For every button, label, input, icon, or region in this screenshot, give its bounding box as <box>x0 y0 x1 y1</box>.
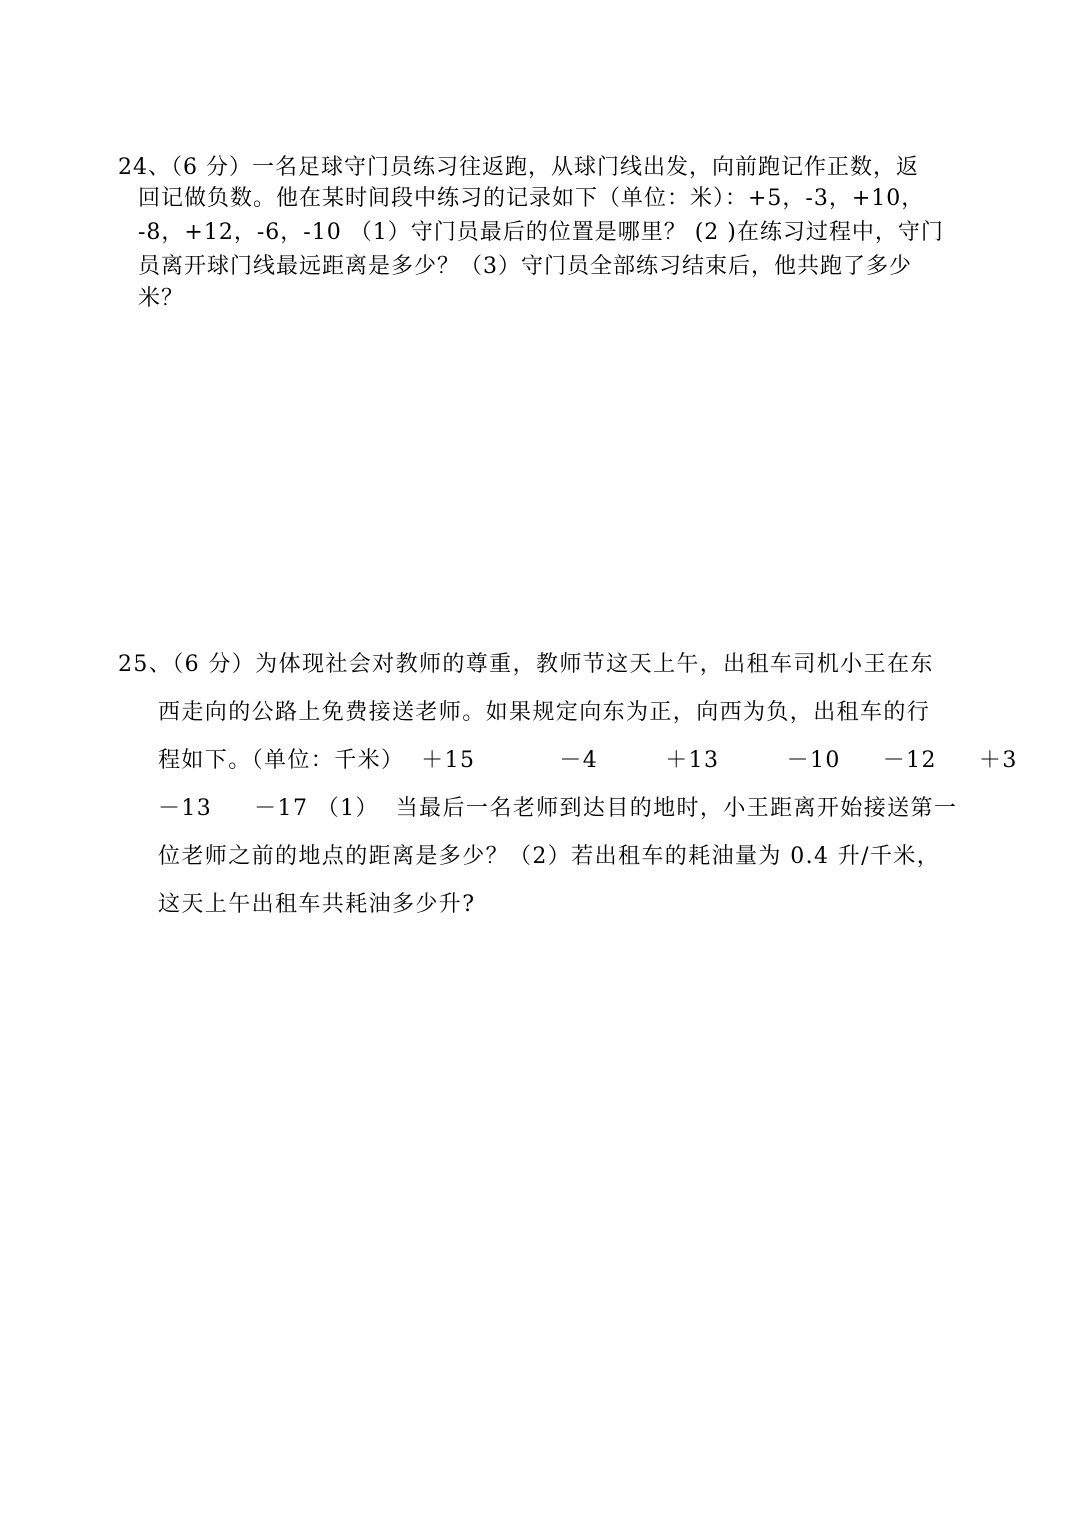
question-text-line: -8，+12，-6，-10 （1）守门员最后的位置是哪里？ (2 )在练习过程中，守门 <box>138 220 944 245</box>
question-text-line: 西走向的公路上免费接送老师。如果规定向东为正，向西为负，出租车的行 <box>158 700 931 725</box>
question-text-line: 米？ <box>138 286 185 311</box>
question-text-line: －13 －17 （1） 当最后一名老师到达目的地时，小王距离开始接送第一 <box>158 796 958 821</box>
question-text-line: 回记做负数。他在某时间段中练习的记录如下（单位：米）：+5，-3，+10， <box>138 186 925 211</box>
question-text-line: 位老师之前的地点的距离是多少？（2）若出租车的耗油量为 0.4 升/千米， <box>158 844 941 869</box>
question-text-line: 25、（6 分）为体现社会对教师的尊重，教师节这天上午，出租车司机小王在东 <box>118 652 934 677</box>
question-text-line: 员离开球门线最远距离是多少？（3）守门员全部练习结束后，他共跑了多少 <box>138 254 912 279</box>
question-text-line: 这天上午出租车共耗油多少升? <box>158 892 476 917</box>
question-text-line: 程如下。（单位：千米） ＋15 －4 ＋13 －10 －12 ＋3 <box>158 748 1018 773</box>
question-text-line: 24、（6 分）一名足球守门员练习往返跑，从球门线出发，向前跑记作正数，返 <box>118 155 919 180</box>
